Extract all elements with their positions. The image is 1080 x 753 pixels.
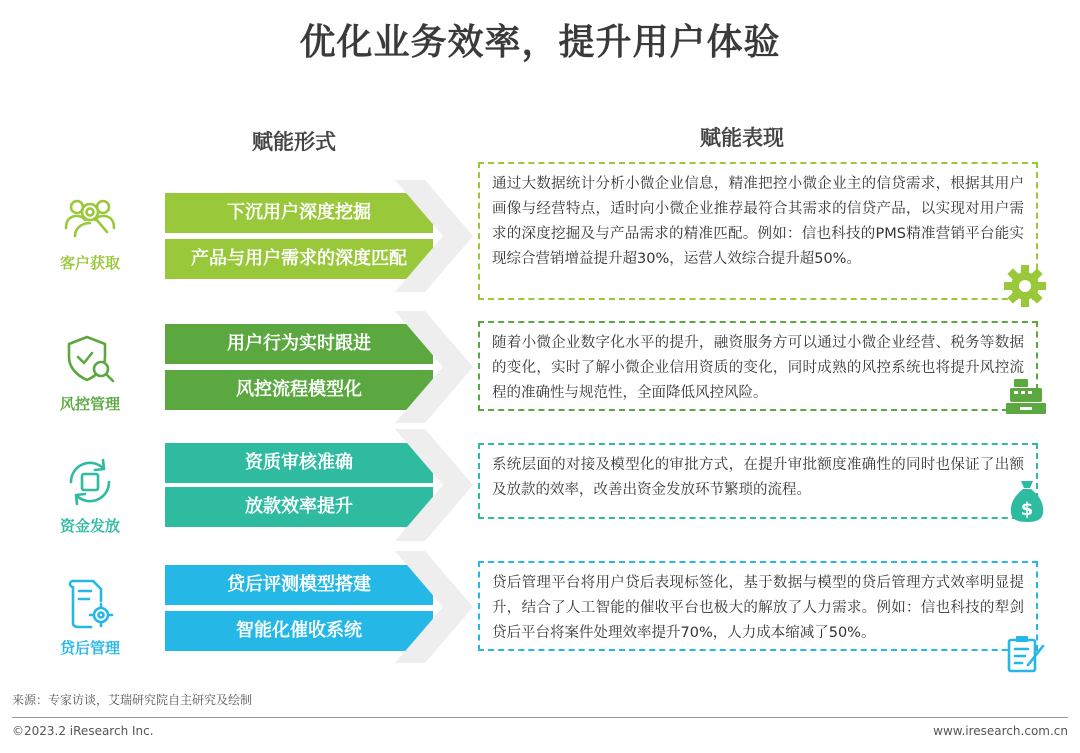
category-post-loan: [40, 577, 140, 658]
document-gear-icon: [63, 577, 117, 631]
chevron-right-icon: [395, 180, 475, 292]
footer-divider: [12, 717, 1068, 718]
category-label: 资金发放: [59, 517, 120, 535]
copyright: ©2023.2 iResearch Inc.: [12, 724, 154, 738]
chevron-right-icon: [395, 311, 475, 423]
description-text: 贷后管理平台将用户贷后表现标签化，基于数据与模型的贷后管理方式效率明显提升，结合了人工智能的催收平台也极大的解放了人力需求。例如：信也科技的犁剑贷后平台将案件处理效率提升70%，人力成本缩减了50%。: [492, 575, 1024, 641]
category-customer-acquisition: [40, 192, 140, 273]
category-fund-disbursement: [40, 455, 140, 536]
gear-icon: [1003, 264, 1047, 308]
bar-qualification-review: 资质审核准确: [165, 443, 433, 483]
bar-demand-matching: 产品与用户需求的深度匹配: [165, 239, 433, 279]
svg-text:$: $: [1020, 499, 1034, 520]
description-text: 系统层面的对接及模型化的审批方式，在提升审批额度准确性的同时也保证了出额及放款的效率，改善出资金发放环节繁琐的流程。: [492, 457, 1024, 498]
shield-search-icon: [63, 333, 117, 387]
cycle-chip-icon: [63, 455, 117, 509]
description-text: 随着小微企业数字化水平的提升，融资服务方可以通过小微企业经营、税务等数据的变化，实时了解小微企业信用资质的变化，同时成熟的风控系统也将提升风控流程的准确性与规范性，全面降低风控风险。: [492, 335, 1024, 401]
column-header-forms: 赋能形式: [252, 130, 336, 154]
page-title: 优化业务效率，提升用户体验: [299, 22, 781, 63]
bar-evaluation-model: 贷后评测模型搭建: [165, 565, 433, 605]
users-search-icon: [63, 192, 117, 246]
column-header-performance: 赋能表现: [700, 126, 784, 150]
category-label: 贷后管理: [59, 639, 120, 657]
cash-register-icon: [1004, 379, 1048, 415]
bar-lending-efficiency: 放款效率提升: [165, 487, 433, 527]
description-box: [478, 162, 1038, 300]
bar-risk-modeling: 风控流程模型化: [165, 370, 433, 410]
source-note: 来源：专家访谈，艾瑞研究院自主研究及绘制: [12, 693, 253, 707]
category-risk-control: [40, 333, 140, 414]
website-link[interactable]: www.iresearch.com.cn: [933, 724, 1068, 738]
category-label: 客户获取: [59, 254, 120, 272]
category-label: 风控管理: [59, 395, 120, 413]
clipboard-pen-icon: [1006, 635, 1046, 673]
description-box: [478, 443, 1038, 519]
description-text: 通过大数据统计分析小微企业信息，精准把控小微企业主的信贷需求，根据其用户画像与经营特点，适时向小微企业推荐最符合其需求的信贷产品，以实现对用户需求的深度挖掘及与产品需求的精准匹配。例如：信也科技的PMS精准营销平台能实现综合营销增益提升超30%，运营人效综合提升超50%。: [492, 176, 1024, 267]
description-box: [478, 561, 1038, 651]
money-bag-icon: [1009, 479, 1045, 523]
bar-smart-collection: 智能化催收系统: [165, 611, 433, 651]
bar-behavior-tracking: 用户行为实时跟进: [165, 324, 433, 364]
bar-user-mining: 下沉用户深度挖掘: [165, 193, 433, 233]
chevron-right-icon: [395, 429, 475, 541]
description-box: [478, 321, 1038, 411]
chevron-right-icon: [395, 551, 475, 663]
